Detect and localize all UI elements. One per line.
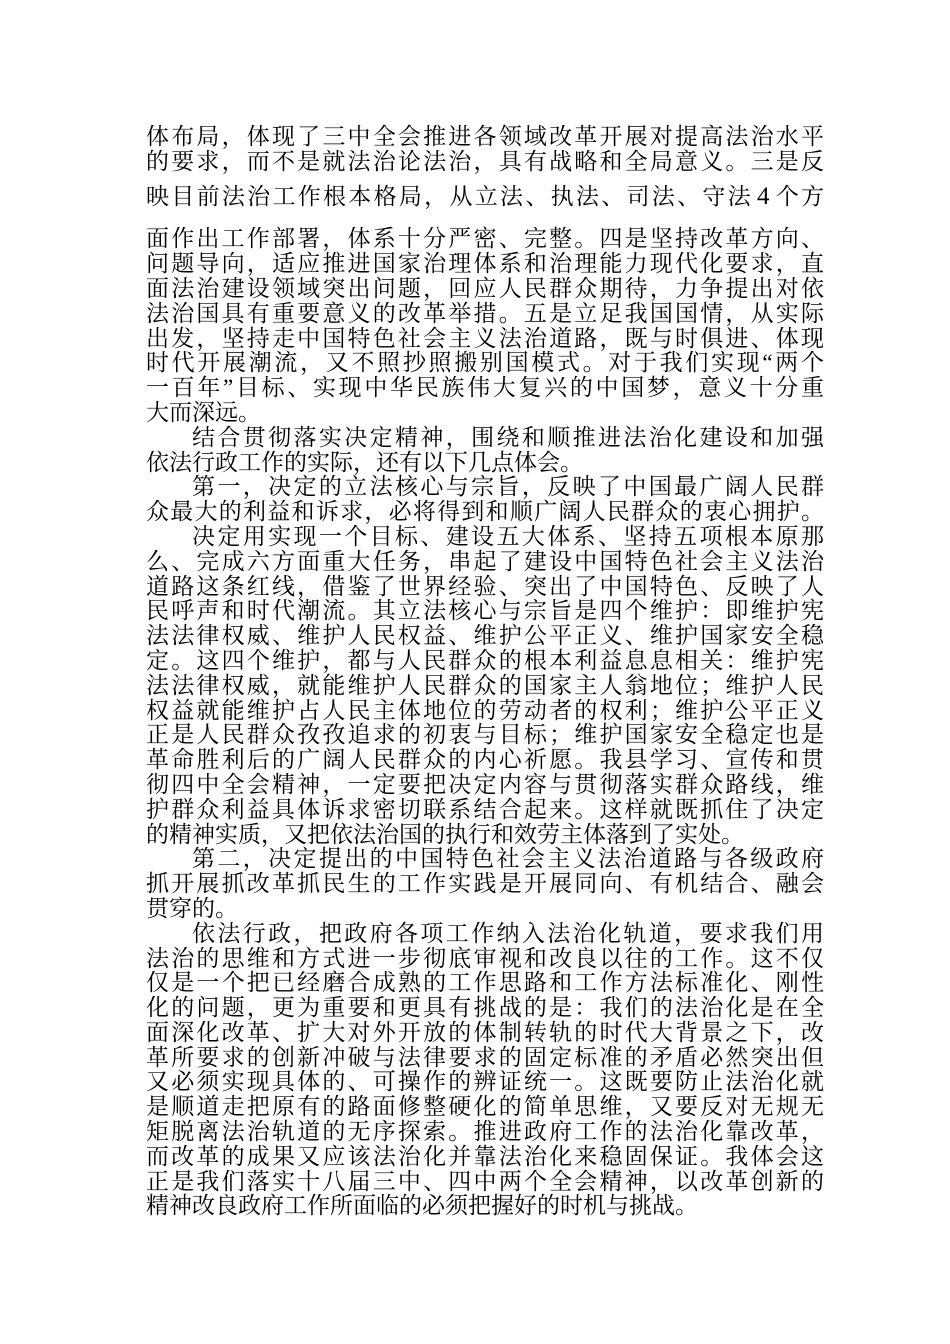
text-line: 依法行政工作的实际，还有以下几点体会。 <box>146 449 583 475</box>
text-line: 矩脱离法治轨道的无序探索。推进政府工作的法治化靠改革， <box>146 1119 824 1145</box>
text-line: 法法律权威，就能维护人民群众的国家主人翁地位；维护人民 <box>146 672 824 698</box>
text-line: 精神改良政府工作所面临的必须把握好的时机与挑战。 <box>146 1193 698 1219</box>
text-line: 面深化改革、扩大对外开放的体制转轨的时代大背景之下，改 <box>146 1019 824 1045</box>
text-line: 的要求，而不是就法治论法治，具有战略和全局意义。三是反 <box>146 148 824 174</box>
text-line: 第二，决定提出的中国特色社会主义法治道路与各级政府 <box>192 846 824 872</box>
text-line: 决定用实现一个目标、建设五大体系、坚持五项根本原那 <box>192 523 824 549</box>
text-line: 贯穿的。 <box>146 895 238 921</box>
text-line: 护群众利益具体诉求密切联系结合起来。这样就既抓住了决定 <box>146 796 824 822</box>
text-line: 革所要求的创新冲破与法律要求的固定标准的矛盾必然突出但 <box>146 1044 824 1070</box>
text-line: 法治国具有重要意义的改革举措。五是立足我国国情，从实际 <box>146 300 824 326</box>
text-line: 体布局，体现了三中全会推进各领域改革开展对提高法治水平 <box>146 124 824 149</box>
text-line: 时代开展潮流，又不照抄照搬别国模式。对于我们实现“两个 <box>146 350 824 376</box>
text-line: 的精神实质，又把依法治国的执行和效劳主体落到了实处。 <box>146 821 744 847</box>
text-line: 第一，决定的立法核心与宗旨，反映了中国最广阔人民群 <box>192 474 824 500</box>
text-line: 结合贯彻落实决定精神，围绕和顺推进法治化建设和加强 <box>192 424 824 450</box>
text-line: 仅是一个把已经磨合成熟的工作思路和工作方法标准化、刚性 <box>146 970 824 996</box>
text-line: 化的问题，更为重要和更具有挑战的是：我们的法治化是在全 <box>146 995 824 1021</box>
text-line: 而改革的成果又应该法治化并靠法治化来稳固保证。我体会这 <box>146 1143 824 1169</box>
text-line: 一百年”目标、实现中华民族伟大复兴的中国梦，意义十分重 <box>146 375 824 401</box>
text-line: 映目前法治工作根本格局，从立法、执法、司法、守法 4 个方 <box>146 182 825 210</box>
text-line: 权益就能维护占人民主体地位的劳动者的权利；维护公平正义 <box>146 697 824 723</box>
text-line: 又必须实现具体的、可操作的辨证统一。这既要防止法治化就 <box>146 1069 824 1095</box>
text-line: 法治的思维和方式进一步彻底审视和改良以往的工作。这不仅 <box>146 945 824 971</box>
text-line: 定。这四个维护，都与人民群众的根本利益息息相关：维护宪 <box>146 647 824 673</box>
text-line: 依法行政，把政府各项工作纳入法治化轨道，要求我们用 <box>192 920 824 946</box>
text-line: 大而深远。 <box>146 399 261 425</box>
latin-digit: 4 <box>756 182 770 210</box>
text-line: 出发，坚持走中国特色社会主义法治道路，既与时俱进、体现 <box>146 325 824 351</box>
text-line: 面法治建设领域突出问题，回应人民群众期待，力争提出对依 <box>146 275 824 301</box>
text-line: 面作出工作部署，体系十分严密、完整。四是坚持改革方向、 <box>146 226 824 252</box>
text-line: 正是我们落实十八届三中、四中两个全会精神，以改革创新的 <box>146 1168 824 1194</box>
document-text-block <box>146 125 824 1219</box>
text-line: 么、完成六方面重大任务，串起了建设中国特色社会主义法治 <box>146 548 824 574</box>
text-line: 道路这条红线，借鉴了世界经验、突出了中国特色、反映了人 <box>146 573 824 599</box>
text-line: 抓开展抓改革抓民生的工作实践是开展同向、有机结合、融会 <box>146 871 824 897</box>
text-line: 法法律权威、维护人民权益、维护公平正义、维护国家安全稳 <box>146 623 824 649</box>
text-line: 革命胜利后的广阔人民群众的内心祈愿。我县学习、宣传和贯 <box>146 747 824 773</box>
text-line: 是顺道走把原有的路面修整硬化的简单思维，又要反对无规无 <box>146 1094 824 1120</box>
text-line: 民呼声和时代潮流。其立法核心与宗旨是四个维护：即维护宪 <box>146 598 824 624</box>
text-line: 问题导向，适应推进国家治理体系和治理能力现代化要求，直 <box>146 251 824 277</box>
text-line: 众最大的利益和诉求，必将得到和顺广阔人民群众的衷心拥护。 <box>146 499 824 525</box>
text-line: 彻四中全会精神，一定要把决定内容与贯彻落实群众路线，维 <box>146 771 824 797</box>
text-line: 正是人民群众孜孜追求的初衷与目标；维护国家安全稳定也是 <box>146 722 824 748</box>
